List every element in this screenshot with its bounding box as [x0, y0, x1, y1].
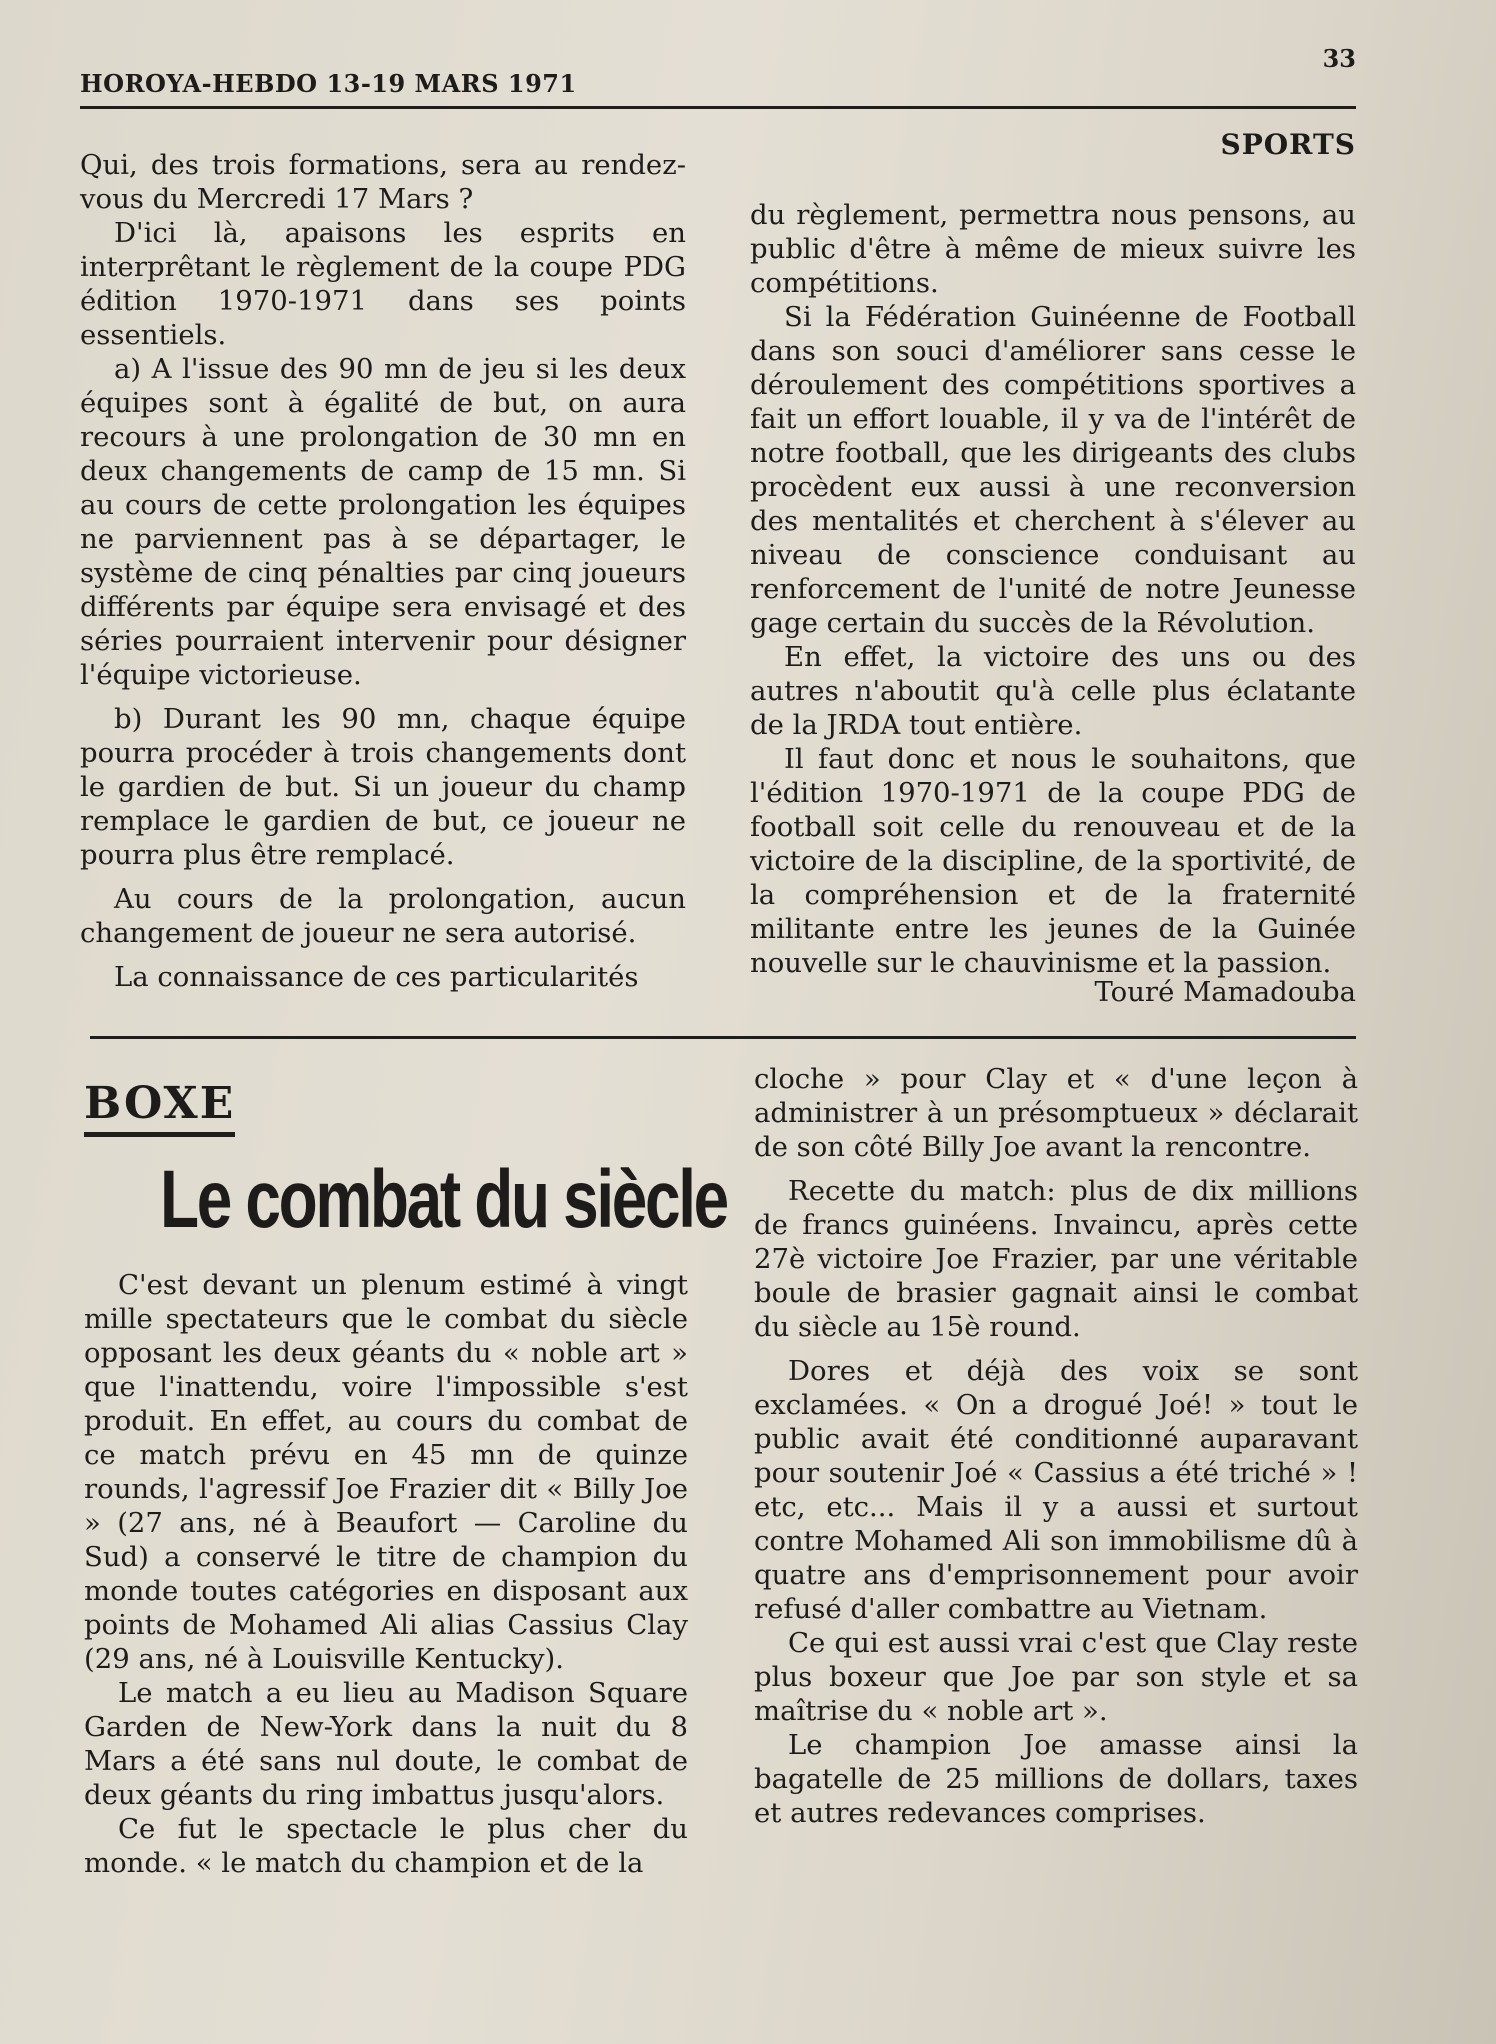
- article-kicker: BOXE: [84, 1080, 235, 1137]
- paragraph: Ce fut le spectacle le plus cher du monde. « le match du champion et de la: [84, 1813, 688, 1879]
- paragraph: cloche » pour Clay et « d'une leçon à administrer à un présomptueux » déclarait de son côté Billy Joe avant la rencontre.: [754, 1063, 1358, 1163]
- paragraph: La connaissance de ces particularités: [114, 961, 639, 993]
- paragraph: du règlement, permettra nous pensons, au public d'être à même de mieux suivre les compétitions.: [750, 199, 1356, 299]
- article1-column-right: [750, 198, 1356, 980]
- paragraph: Qui, des trois formations, sera au rendez-vous du Mercredi 17 Mars ?: [80, 149, 686, 215]
- paragraph: Si la Fédération Guinéenne de Football dans son souci d'améliorer sans cesse le déroulement des compétitions sportives a fait un effort louable, il y va de l'intérêt de notre football, que les dirigeants des clubs procèdent eux aussi à une reconversion des mentalités et cherchent à s'élever au niveau de conscience conduisant au renforcement de l'unité de notre Jeunesse gage certain du succès de la Révolution.: [750, 301, 1356, 639]
- author-signature: Touré Mamadouba: [1094, 976, 1356, 1008]
- article2-column-left: [84, 1268, 688, 1880]
- paragraph: Le champion Joe amasse ainsi la bagatelle de 25 millions de dollars, taxes et autres redevances comprises.: [754, 1729, 1358, 1829]
- page-header: [80, 44, 1356, 109]
- paragraph: Ce qui est aussi vrai c'est que Clay reste plus boxeur que Joe par son style et sa maîtrise du « noble art ».: [754, 1627, 1358, 1727]
- paragraph: C'est devant un plenum estimé à vingt mille spectateurs que le combat du siècle opposant les deux géants du « noble art » que l'inattendu, voire l'impossible s'est produit. En effet, au cours du combat de ce match prévu en 45 mn de quinze rounds, l'agressif Joe Frazier dit « Billy Joe » (27 ans, né à Beaufort — Caroline du Sud) a conservé le titre de champion du monde toutes catégories en disposant aux points de Mohamed Ali alias Cassius Clay (29 ans, né à Louisville Kentucky).: [84, 1269, 688, 1675]
- section-label: SPORTS: [1220, 128, 1356, 161]
- paragraph: Au cours de la prolongation, aucun changement de joueur ne sera autorisé.: [80, 883, 686, 949]
- page-number: 33: [1322, 44, 1356, 73]
- article2-column-right: [754, 1062, 1358, 1830]
- paragraph: Dores et déjà des voix se sont exclamées. « On a drogué Joé! » tout le public avait été conditionné auparavant pour soutenir Joé « Cassius a été triché » ! etc, etc... Mais il y a aussi et surtout contre Mohamed Ali son immobilisme dû à quatre ans d'emprisonnement pour avoir refusé d'aller combattre au Vietnam.: [754, 1355, 1358, 1625]
- section-divider: [90, 1036, 1356, 1039]
- article1-column-left: [80, 148, 686, 994]
- paragraph: Recette du match: plus de dix millions de francs guinéens. Invaincu, après cette 27è victoire Joe Frazier, par une véritable boule de brasier gagnait ainsi le combat du siècle au 15è round.: [754, 1175, 1358, 1343]
- paragraph: b) Durant les 90 mn, chaque équipe pourra procéder à trois changements dont le gardien de but. Si un joueur du champ remplace le gardien de but, ce joueur ne pourra plus être remplacé.: [80, 703, 686, 871]
- paragraph: D'ici là, apaisons les esprits en interprêtant le règlement de la coupe PDG édition 1970-1971 dans ses points essentiels.: [80, 217, 686, 351]
- paragraph: En effet, la victoire des uns ou des autres n'aboutit qu'à celle plus éclatante de la JRDA tout entière.: [750, 641, 1356, 741]
- paragraph: Il faut donc et nous le souhaitons, que l'édition 1970-1971 de la coupe PDG de football soit celle du renouveau et de la victoire de la discipline, de la sportivité, de la compréhension et de la fraternité militante entre les jeunes de la Guinée nouvelle sur le chauvinisme et la passion.: [750, 743, 1356, 979]
- paragraph: a) A l'issue des 90 mn de jeu si les deux équipes sont à égalité de but, on aura recours à une prolongation de 30 mn en deux changements de camp de 15 mn. Si au cours de cette prolongation les équipes ne parviennent pas à se départager, le système de cinq pénalties par cinq joueurs différents par équipe sera envisagé et des séries pourraient intervenir pour désigner l'équipe victorieuse.: [80, 353, 686, 691]
- article-headline: Le combat du siècle: [160, 1154, 727, 1245]
- paragraph: Le match a eu lieu au Madison Square Garden de New-York dans la nuit du 8 Mars a été sans nul doute, le combat de deux géants du ring imbattus jusqu'alors.: [84, 1677, 688, 1811]
- masthead: HOROYA-HEBDO 13-19 MARS 1971: [80, 69, 577, 98]
